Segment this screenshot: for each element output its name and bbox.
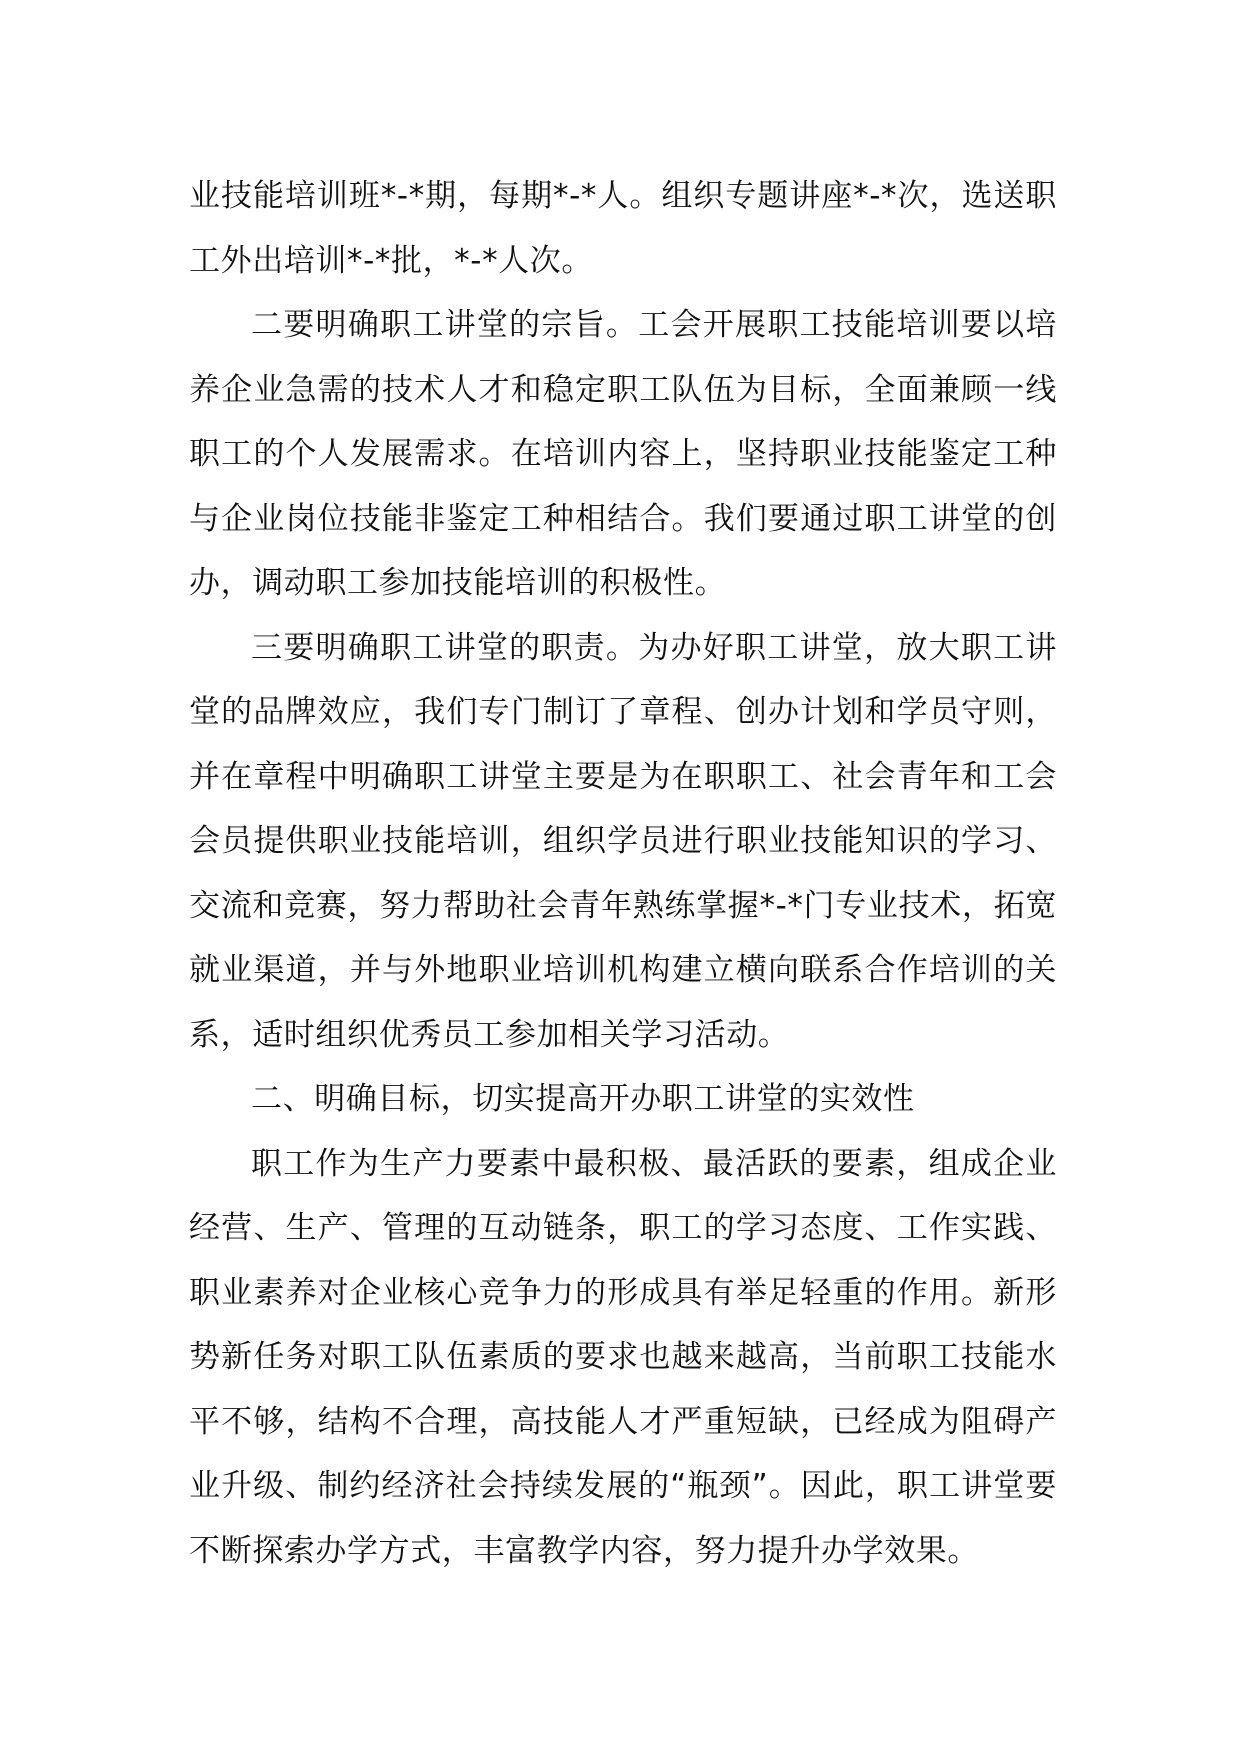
document-body	[189, 164, 1057, 1583]
paragraph-continuation: 业技能培训班*-*期，每期*-*人。组织专题讲座*-*次，选送职工外出培训*-*批，*-*人次。	[189, 178, 1057, 279]
section-heading: 二、明确目标，切实提高开办职工讲堂的实效性	[251, 1081, 915, 1117]
paragraph-duties: 三要明确职工讲堂的职责。为办好职工讲堂，放大职工讲堂的品牌效应，我们专门制订了章程、创办计划和学员守则，并在章程中明确职工讲堂主要是为在职职工、社会青年和工会会员提供职业技能培训，组织学员进行职业技能知识的学习、交流和竞赛，努力帮助社会青年熟练掌握*-*门专业技术，拓宽就业渠道，并与外地职业培训机构建立横向联系合作培训的关系，适时组织优秀员工参加相关学习活动。	[189, 629, 1057, 1053]
paragraph-purpose: 二要明确职工讲堂的宗旨。工会开展职工技能培训要以培养企业急需的技术人才和稳定职工队伍为目标，全面兼顾一线职工的个人发展需求。在培训内容上，坚持职业技能鉴定工种与企业岗位技能非鉴定工种相结合。我们要通过职工讲堂的创办，调动职工参加技能培训的积极性。	[189, 307, 1057, 601]
paragraph-goals: 职工作为生产力要素中最积极、最活跃的要素，组成企业经营、生产、管理的互动链条，职工的学习态度、工作实践、职业素养对企业核心竞争力的形成具有举足轻重的作用。新形势新任务对职工队伍素质的要求也越来越高，当前职工技能水平不够，结构不合理，高技能人才严重短缺，已经成为阻碍产业升级、制约经济社会持续发展的“瓶颈”。因此，职工讲堂要不断探索办学方式，丰富教学内容，努力提升办学效果。	[189, 1145, 1057, 1569]
